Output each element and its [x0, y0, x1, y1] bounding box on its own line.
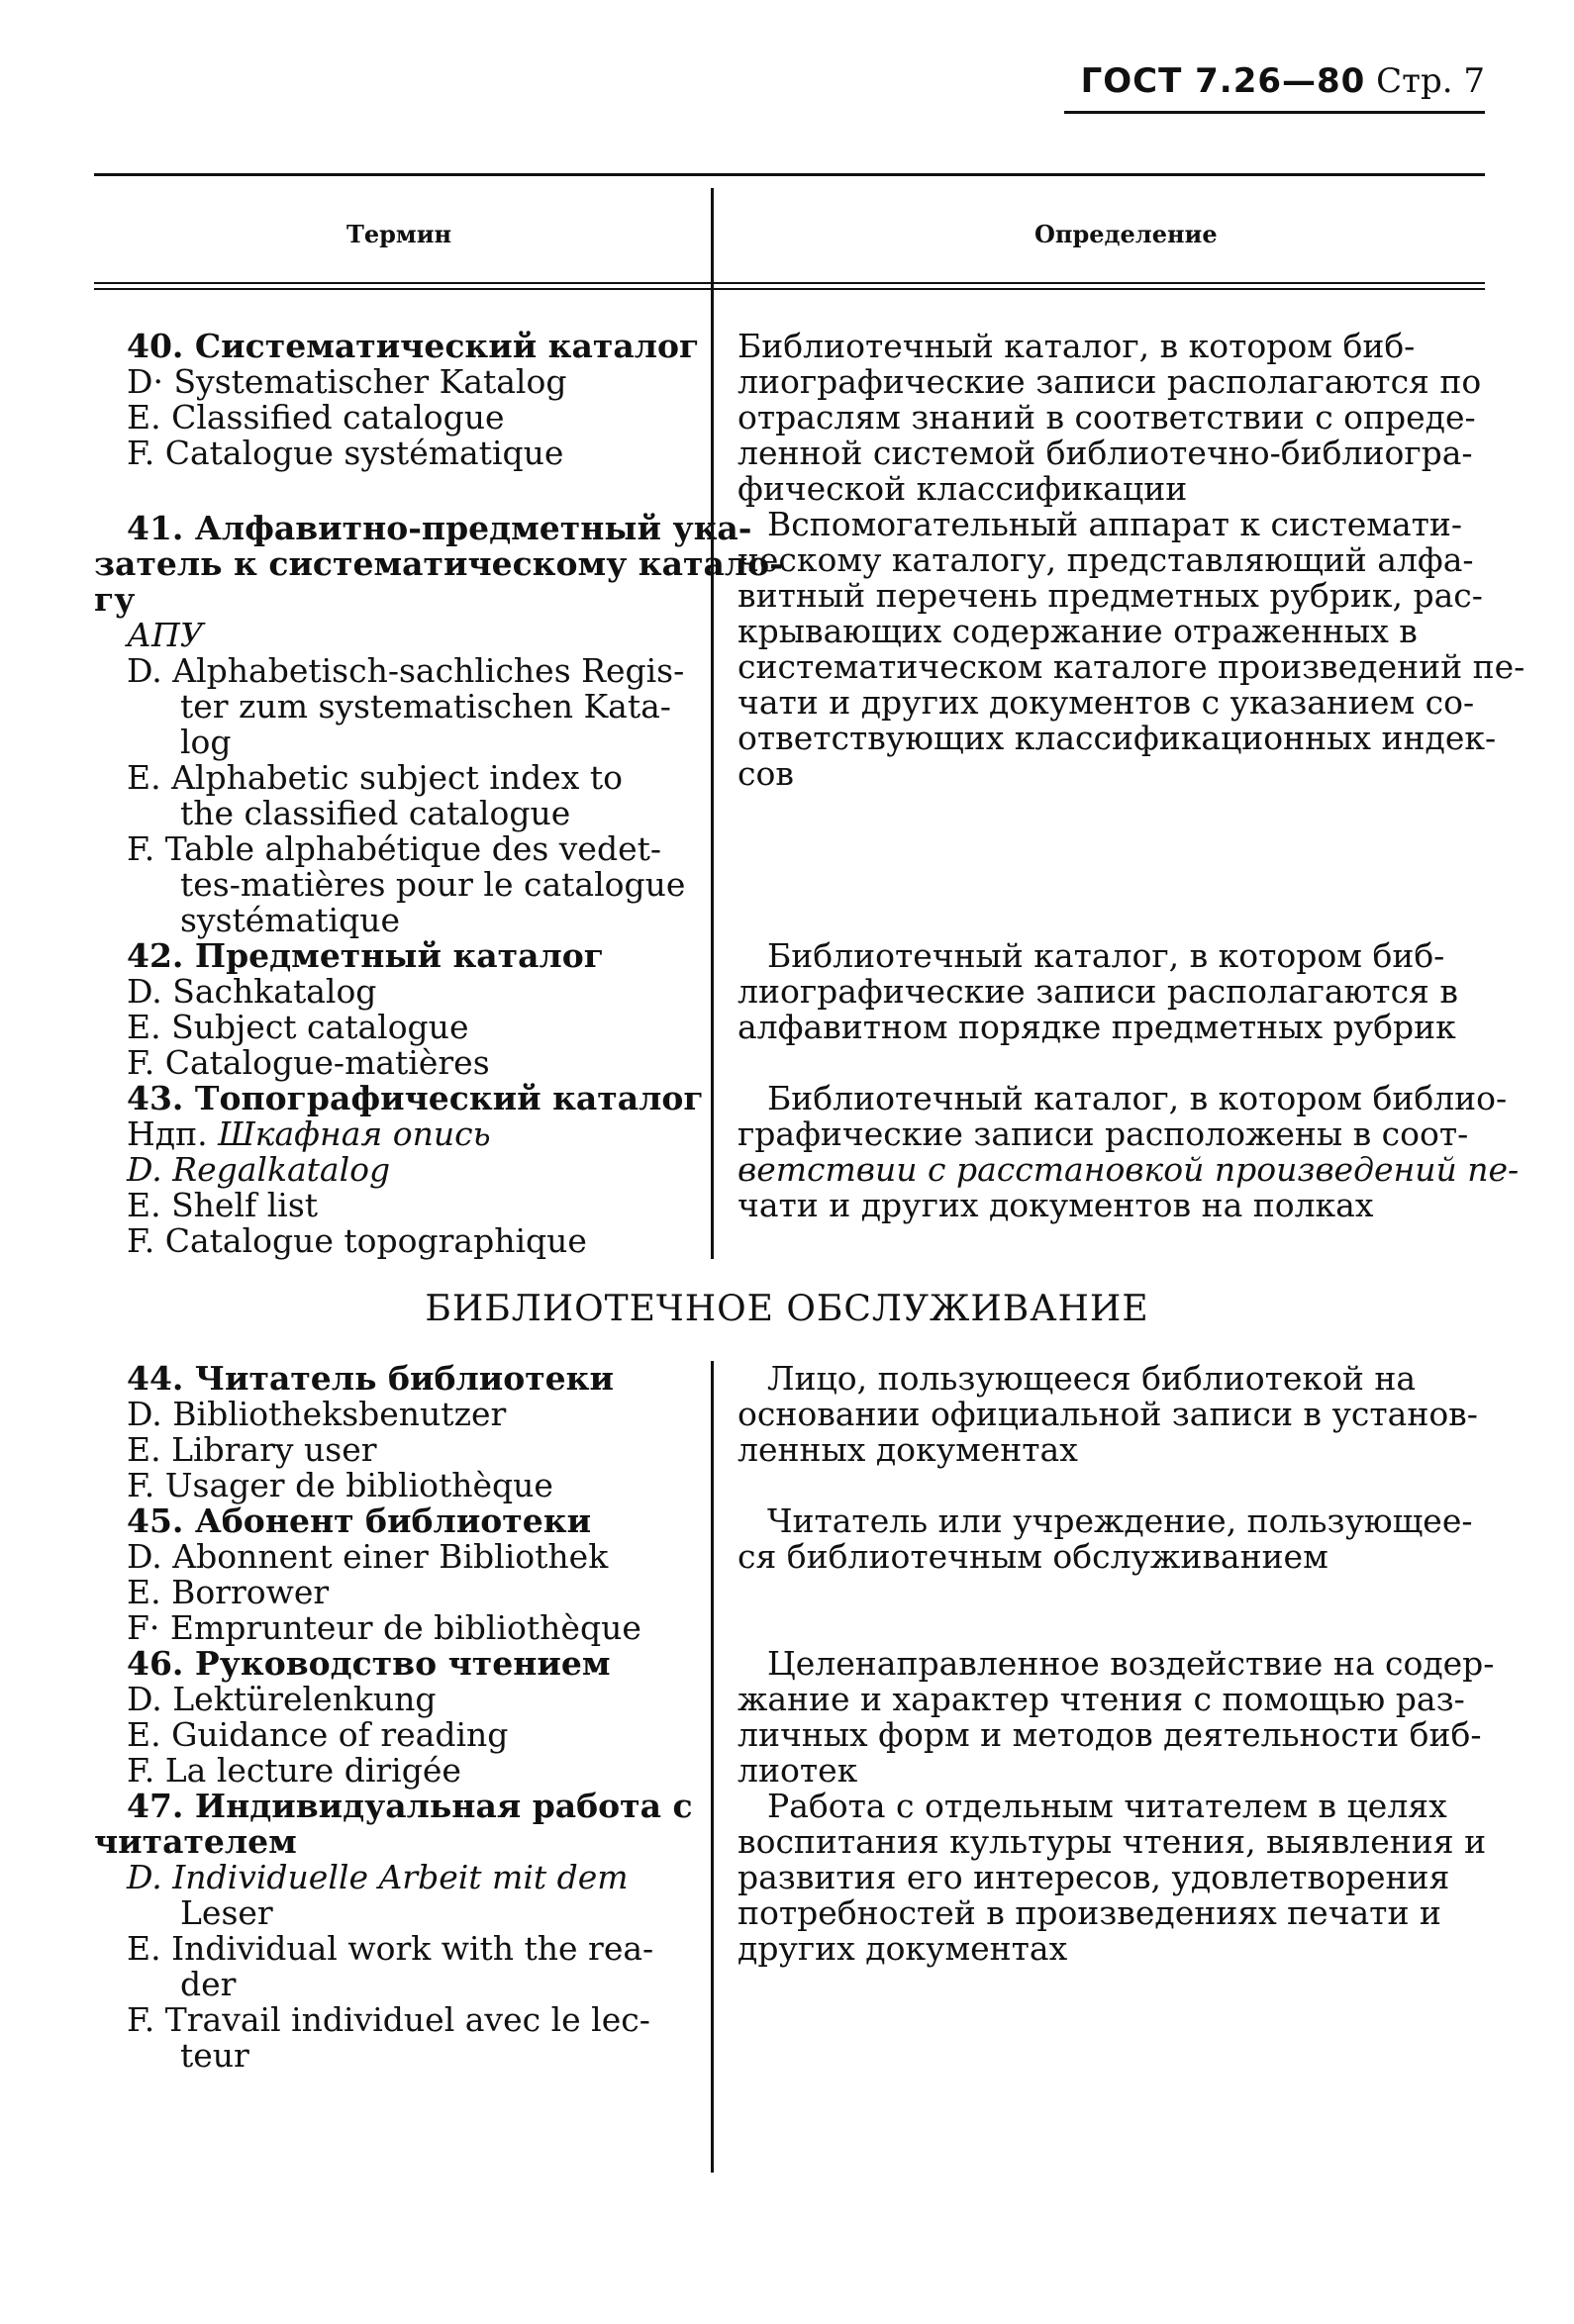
page-number: Стр. 7 [1376, 61, 1485, 101]
page-header [1081, 61, 1485, 101]
column-divider-bottom [711, 1361, 714, 2173]
header-double-rule [94, 282, 1485, 290]
column-header-definition: Определение [1034, 220, 1218, 248]
table-top-rule [94, 173, 1485, 176]
header-rule [1064, 111, 1485, 114]
section-title: БИБЛИОТЕЧНОЕ ОБСЛУЖИВАНИЕ [425, 1289, 1149, 1329]
standard-code: ГОСТ 7.26—80 [1080, 61, 1366, 101]
column-header-term: Термин [346, 220, 452, 248]
column-divider-top [711, 188, 714, 1259]
